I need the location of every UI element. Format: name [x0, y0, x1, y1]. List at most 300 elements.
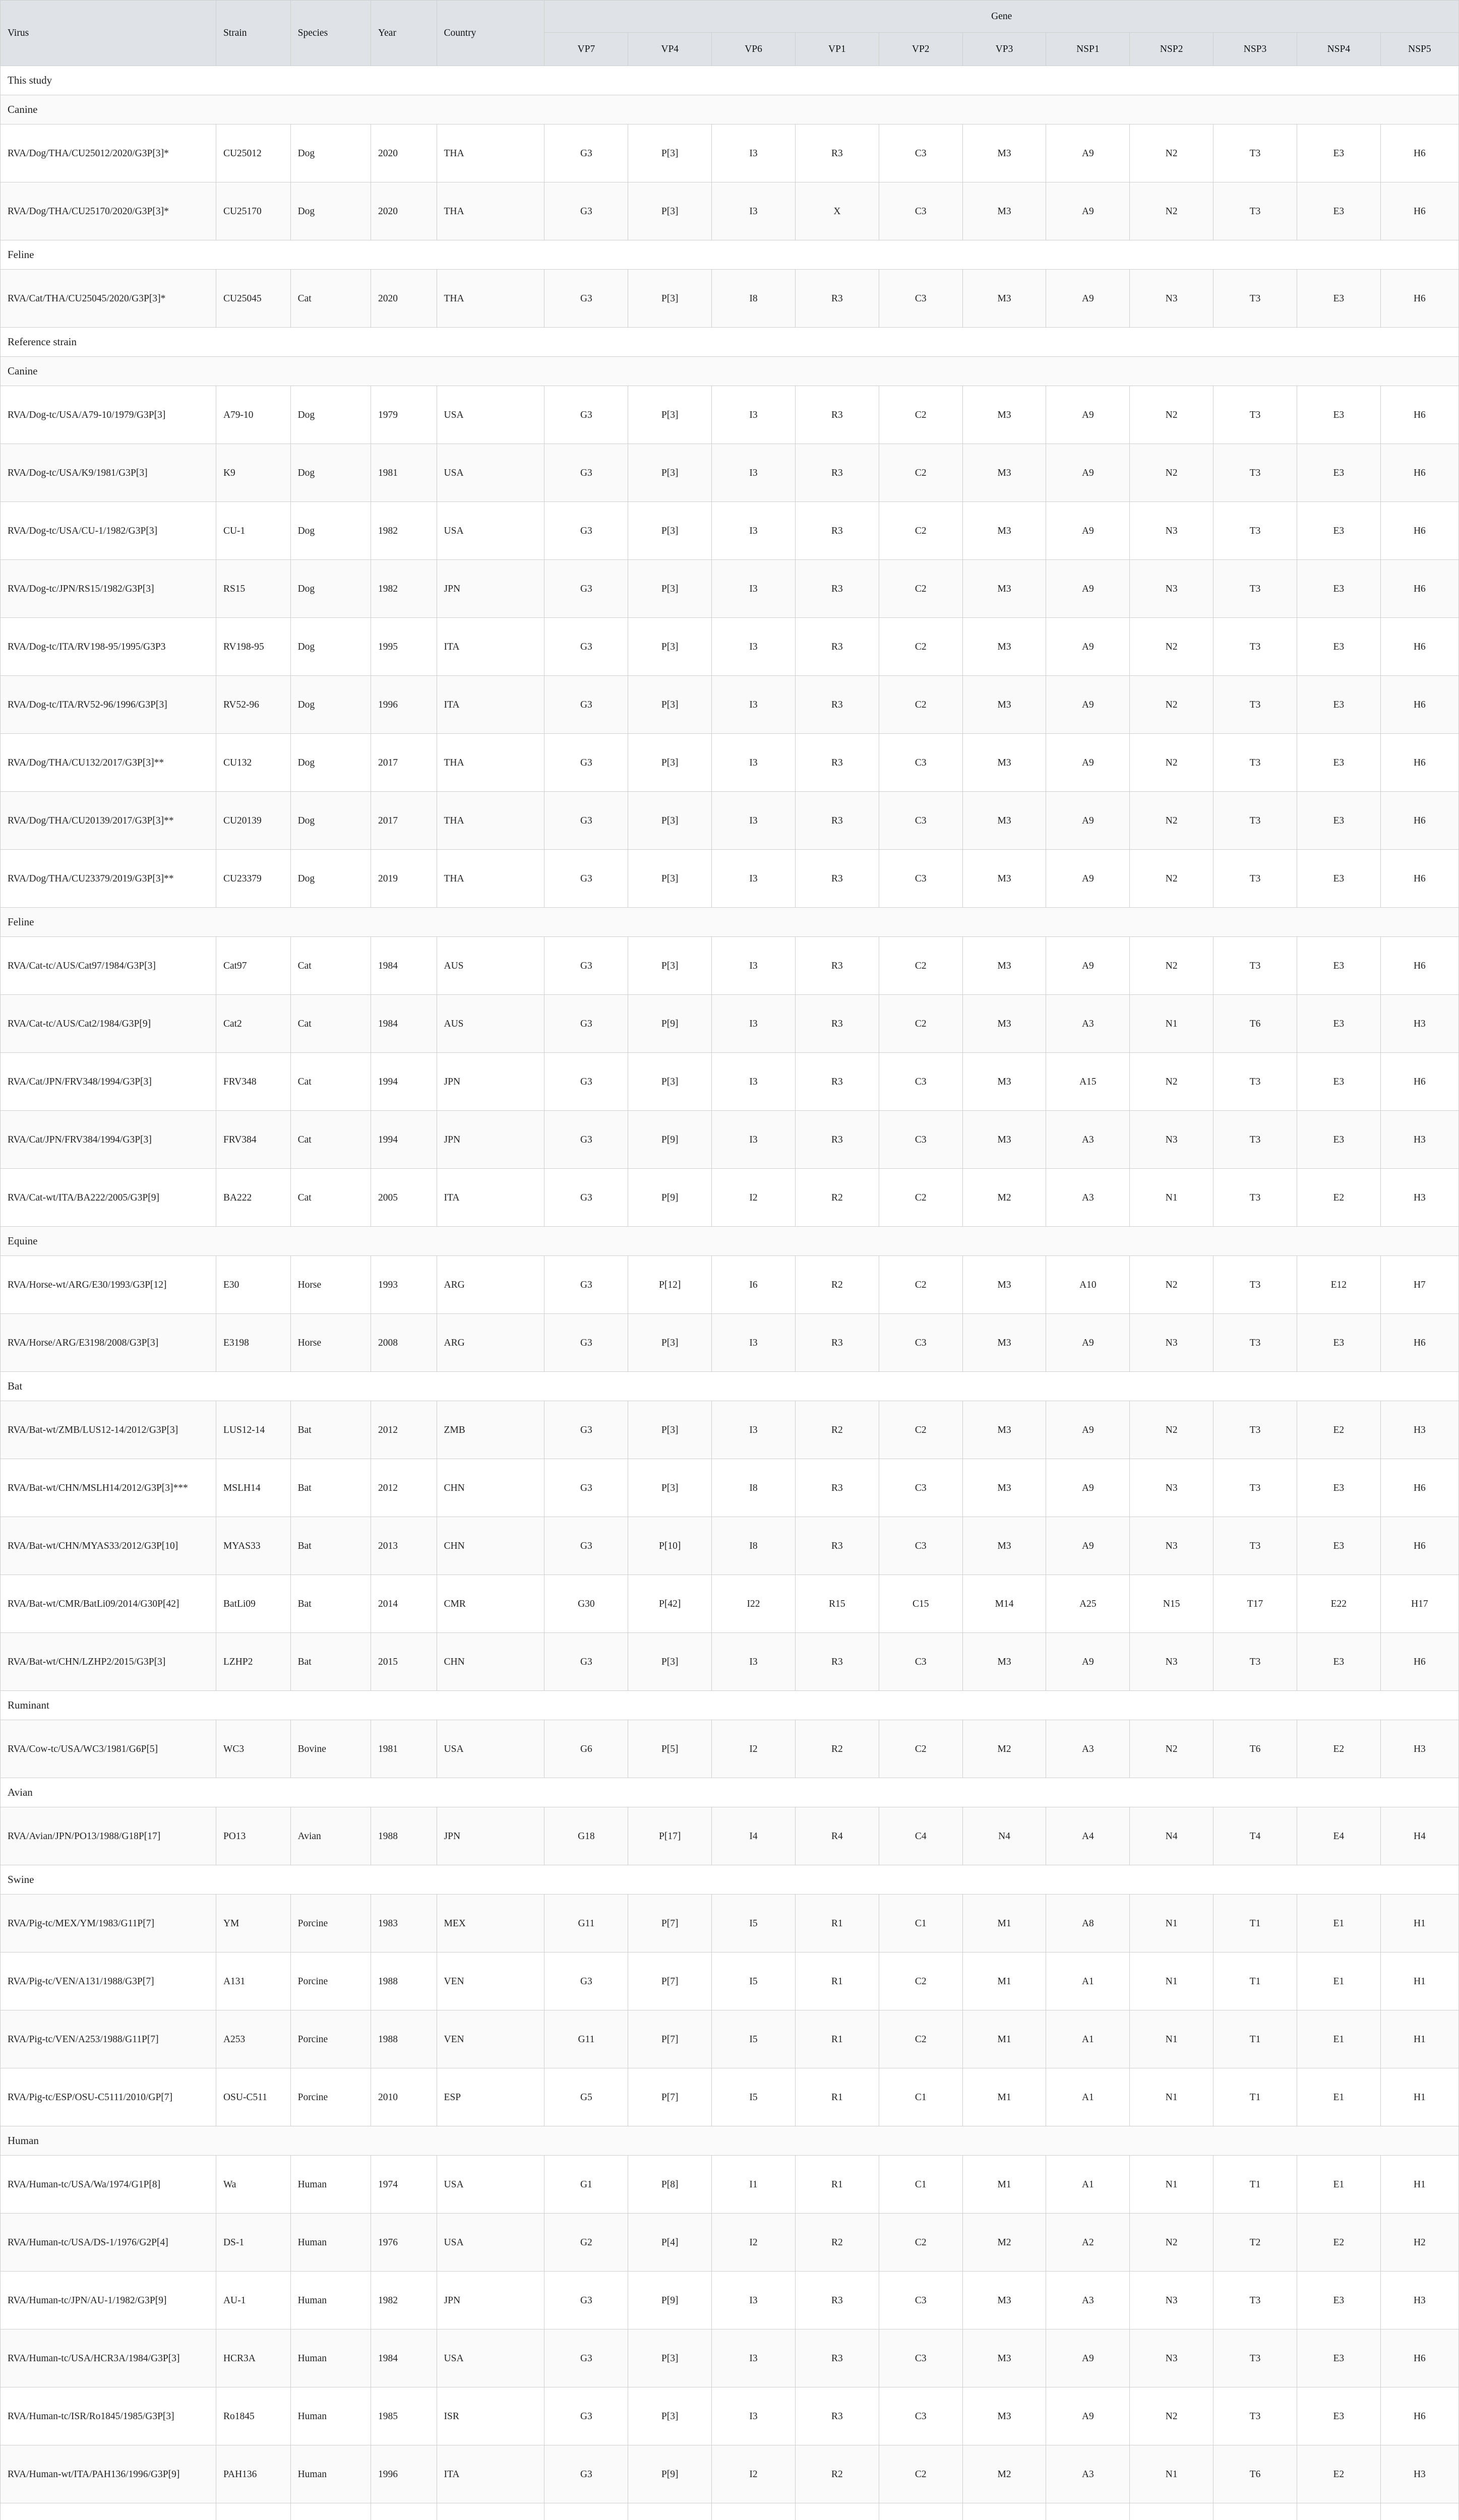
cell-nsp2: N3 [1130, 1111, 1213, 1169]
cell-vp6 [712, 2503, 796, 2520]
cell-virus: RVA/Dog-tc/USA/A79-10/1979/G3P[3] [1, 386, 216, 444]
cell-nsp3: T1 [1213, 2068, 1297, 2126]
cell-vp3: M3 [962, 560, 1046, 618]
cell-country: ISR [437, 2387, 544, 2445]
cell-year: 2020 [371, 270, 437, 328]
table-row [1, 270, 1459, 328]
cell-nsp4: E3 [1297, 850, 1380, 908]
cell-virus: RVA/Human-tc/ISR/Ro1845/1985/G3P[3] [1, 2387, 216, 2445]
cell-year: 1988 [371, 1952, 437, 2010]
cell-vp7: G3 [544, 1401, 628, 1459]
cell-year: 1983 [371, 1895, 437, 1952]
cell-strain: A253 [216, 2010, 290, 2068]
cell-nsp1: A9 [1046, 2329, 1130, 2387]
table-row [1, 124, 1459, 182]
cell-nsp4: E3 [1297, 1053, 1380, 1111]
cell-vp4: P[8] [628, 2156, 712, 2214]
cell-vp4: P[7] [628, 2068, 712, 2126]
cell-vp3: M3 [962, 2329, 1046, 2387]
cell-vp6: I1 [712, 2156, 796, 2214]
cell-species: Cat [290, 270, 371, 328]
cell-vp4: P[7] [628, 1952, 712, 2010]
cell-vp2: C3 [879, 124, 962, 182]
cell-year: 2014 [371, 1575, 437, 1633]
cell-vp2: C15 [879, 1575, 962, 1633]
cell-vp1: R3 [795, 618, 879, 676]
cell-nsp4: E3 [1297, 1517, 1380, 1575]
cell-nsp1: A1 [1046, 2068, 1130, 2126]
cell-country: VEN [437, 2010, 544, 2068]
cell-nsp4: E1 [1297, 2156, 1380, 2214]
cell-virus: RVA/Cow-tc/USA/WC3/1981/G6P[5] [1, 1720, 216, 1778]
cell-vp7: G3 [544, 937, 628, 995]
cell-vp7: G2 [544, 2214, 628, 2272]
col-gene-vp6: VP6 [712, 33, 796, 66]
cell-vp2: C2 [879, 560, 962, 618]
cell-vp4: P[12] [628, 1256, 712, 1314]
cell-vp6: I3 [712, 792, 796, 850]
cell-vp6: I3 [712, 1633, 796, 1691]
cell-country: ITA [437, 618, 544, 676]
cell-nsp5: H6 [1380, 734, 1458, 792]
cell-nsp5: H3 [1380, 1169, 1458, 1227]
section-label: Ruminant [1, 1691, 1459, 1720]
cell-nsp4: E3 [1297, 1314, 1380, 1372]
cell-vp2: C2 [879, 2010, 962, 2068]
cell-vp3: M14 [962, 1575, 1046, 1633]
cell-species: Dog [290, 386, 371, 444]
cell-nsp4: E4 [1297, 1807, 1380, 1865]
cell-vp3: M3 [962, 1401, 1046, 1459]
cell-nsp4: E3 [1297, 1633, 1380, 1691]
cell-vp4: P[3] [628, 270, 712, 328]
cell-vp6: I3 [712, 560, 796, 618]
cell-nsp5: H1 [1380, 1952, 1458, 2010]
cell-nsp2: N1 [1130, 1169, 1213, 1227]
cell-nsp2: N2 [1130, 618, 1213, 676]
col-gene-nsp3: NSP3 [1213, 33, 1297, 66]
cell-nsp2: N15 [1130, 1575, 1213, 1633]
col-strain: Strain [216, 1, 290, 66]
cell-vp2: C3 [879, 1053, 962, 1111]
cell-vp7: G3 [544, 444, 628, 502]
section-row [1, 1227, 1459, 1256]
cell-virus: RVA/Bat-wt/ZMB/LUS12-14/2012/G3P[3] [1, 1401, 216, 1459]
cell-nsp1: A3 [1046, 2272, 1130, 2329]
cell-vp2: C2 [879, 676, 962, 734]
cell-vp6: I2 [712, 1720, 796, 1778]
cell-vp4: P[3] [628, 444, 712, 502]
cell-virus: RVA/Pig-tc/MEX/YM/1983/G11P[7] [1, 1895, 216, 1952]
cell-virus: RVA/Cat/THA/CU25045/2020/G3P[3]* [1, 270, 216, 328]
cell-nsp1: A25 [1046, 1575, 1130, 1633]
section-label: Feline [1, 908, 1459, 937]
cell-vp2: C2 [879, 1401, 962, 1459]
cell-strain: YM [216, 1895, 290, 1952]
cell-species: Horse [290, 1256, 371, 1314]
section-label: Reference strain [1, 328, 1459, 357]
cell-vp3: M3 [962, 937, 1046, 995]
cell-nsp2: N3 [1130, 1517, 1213, 1575]
cell-year: 2017 [371, 734, 437, 792]
cell-vp3: M3 [962, 1111, 1046, 1169]
col-country: Country [437, 1, 544, 66]
cell-vp7 [544, 2503, 628, 2520]
cell-vp6: I3 [712, 937, 796, 995]
cell-vp4: P[3] [628, 1633, 712, 1691]
cell-nsp3: T17 [1213, 1575, 1297, 1633]
cell-vp7: G3 [544, 1459, 628, 1517]
cell-vp1: R2 [795, 2445, 879, 2503]
cell-nsp3: T3 [1213, 502, 1297, 560]
cell-nsp2: N3 [1130, 1633, 1213, 1691]
col-gene-vp2: VP2 [879, 33, 962, 66]
col-gene-nsp2: NSP2 [1130, 33, 1213, 66]
cell-country: CHN [437, 1633, 544, 1691]
cell-vp3: M3 [962, 1517, 1046, 1575]
cell-vp3: M2 [962, 1169, 1046, 1227]
cell-country: JPN [437, 560, 544, 618]
cell-nsp1: A9 [1046, 1633, 1130, 1691]
cell-vp1: R3 [795, 734, 879, 792]
cell-strain: FRV348 [216, 1053, 290, 1111]
cell-vp4: P[3] [628, 618, 712, 676]
cell-year: 2005 [371, 1169, 437, 1227]
cell-nsp5: H6 [1380, 182, 1458, 240]
table-row [1, 1459, 1459, 1517]
table-row [1, 2010, 1459, 2068]
cell-year: 1982 [371, 502, 437, 560]
cell-nsp1: A1 [1046, 2010, 1130, 2068]
cell-vp7: G1 [544, 2156, 628, 2214]
col-gene-nsp4: NSP4 [1297, 33, 1380, 66]
cell-nsp2: N2 [1130, 734, 1213, 792]
cell-nsp1: A3 [1046, 1169, 1130, 1227]
cell-strain: E30 [216, 1256, 290, 1314]
cell-vp2: C3 [879, 1111, 962, 1169]
cell-nsp5: H6 [1380, 270, 1458, 328]
cell-country: THA [437, 792, 544, 850]
cell-nsp2: N2 [1130, 2214, 1213, 2272]
cell-country: ARG [437, 1314, 544, 1372]
cell-strain: AU-1 [216, 2272, 290, 2329]
table-row [1, 676, 1459, 734]
cell-nsp2: N2 [1130, 676, 1213, 734]
cell-species: Bovine [290, 1720, 371, 1778]
cell-virus: RVA/Pig-tc/ESP/OSU-C5111/2010/GP[7] [1, 2068, 216, 2126]
section-label: Swine [1, 1865, 1459, 1895]
cell-strain: CU132 [216, 734, 290, 792]
table-row [1, 1314, 1459, 1372]
cell-nsp4 [1297, 2503, 1380, 2520]
cell-virus: RVA/Dog/THA/CU132/2017/G3P[3]** [1, 734, 216, 792]
cell-vp2: C3 [879, 2329, 962, 2387]
cell-vp1: R3 [795, 560, 879, 618]
cell-virus: RVA/Horse/ARG/E3198/2008/G3P[3] [1, 1314, 216, 1372]
cell-nsp1: A9 [1046, 792, 1130, 850]
cell-vp2: C3 [879, 734, 962, 792]
cell-species: Avian [290, 1807, 371, 1865]
cell-species: Human [290, 2387, 371, 2445]
cell-vp6: I8 [712, 1517, 796, 1575]
cell-nsp1: A3 [1046, 995, 1130, 1053]
cell-year: 1979 [371, 386, 437, 444]
cell-country: ARG [437, 1256, 544, 1314]
cell-vp7: G11 [544, 2010, 628, 2068]
cell-species: Dog [290, 850, 371, 908]
cell-year: 1981 [371, 1720, 437, 1778]
cell-species: Human [290, 2214, 371, 2272]
cell-strain: MYAS33 [216, 1517, 290, 1575]
cell-vp2: C2 [879, 1256, 962, 1314]
cell-year: 1982 [371, 560, 437, 618]
cell-nsp3: T1 [1213, 1895, 1297, 1952]
cell-vp4: P[3] [628, 676, 712, 734]
cell-year: 2010 [371, 2068, 437, 2126]
cell-strain: Cat97 [216, 937, 290, 995]
cell-virus: RVA/Dog-tc/USA/CU-1/1982/G3P[3] [1, 502, 216, 560]
cell-vp6: I3 [712, 2387, 796, 2445]
cell-year: 2019 [371, 850, 437, 908]
cell-vp6: I2 [712, 2445, 796, 2503]
cell-vp6: I3 [712, 2272, 796, 2329]
cell-nsp1: A4 [1046, 1807, 1130, 1865]
cell-vp1: R3 [795, 2272, 879, 2329]
col-year: Year [371, 1, 437, 66]
table-row [1, 444, 1459, 502]
cell-nsp4: E2 [1297, 1720, 1380, 1778]
cell-strain: OSU-C511 [216, 2068, 290, 2126]
cell-nsp4: E2 [1297, 1169, 1380, 1227]
table-row [1, 1720, 1459, 1778]
cell-vp4: P[42] [628, 1575, 712, 1633]
cell-vp4 [628, 2503, 712, 2520]
cell-vp4: P[3] [628, 2329, 712, 2387]
cell-strain: WC3 [216, 1720, 290, 1778]
cell-strain: Cat2 [216, 995, 290, 1053]
cell-vp7: G3 [544, 1517, 628, 1575]
cell-year: 1994 [371, 1111, 437, 1169]
cell-vp4: P[9] [628, 1111, 712, 1169]
cell-nsp2: N3 [1130, 502, 1213, 560]
cell-nsp4: E3 [1297, 1111, 1380, 1169]
cell-vp6: I3 [712, 995, 796, 1053]
cell-nsp4: E3 [1297, 2387, 1380, 2445]
cell-nsp3: T1 [1213, 1952, 1297, 2010]
cell-nsp1: A2 [1046, 2214, 1130, 2272]
cell-species: Porcine [290, 2010, 371, 2068]
cell-vp3: M3 [962, 2272, 1046, 2329]
cell-vp1: R3 [795, 270, 879, 328]
cell-nsp1: A9 [1046, 734, 1130, 792]
cell-vp7: G3 [544, 2387, 628, 2445]
cell-nsp3: T3 [1213, 1401, 1297, 1459]
cell-vp4: P[3] [628, 792, 712, 850]
section-row [1, 66, 1459, 95]
cell-vp4: P[3] [628, 124, 712, 182]
cell-year: 1994 [371, 1053, 437, 1111]
table-row [1, 2156, 1459, 2214]
cell-species: Dog [290, 560, 371, 618]
cell-vp4: P[9] [628, 2445, 712, 2503]
cell-vp6: I22 [712, 1575, 796, 1633]
cell-year: 1996 [371, 676, 437, 734]
cell-nsp3 [1213, 2503, 1297, 2520]
cell-vp2: C3 [879, 1459, 962, 1517]
cell-vp1: R3 [795, 2387, 879, 2445]
cell-nsp1: A9 [1046, 1401, 1130, 1459]
table-row [1, 618, 1459, 676]
cell-year: 1993 [371, 1256, 437, 1314]
cell-virus: RVA/Bat-wt/CHN/LZHP2/2015/G3P[3] [1, 1633, 216, 1691]
cell-nsp4: E3 [1297, 270, 1380, 328]
cell-nsp5: H6 [1380, 937, 1458, 995]
cell-vp7: G3 [544, 270, 628, 328]
cell-vp2: C2 [879, 386, 962, 444]
cell-nsp1: A9 [1046, 1459, 1130, 1517]
cell-nsp3: T3 [1213, 560, 1297, 618]
col-gene-group: Gene [544, 1, 1459, 33]
cell-vp3: M3 [962, 1459, 1046, 1517]
cell-nsp4: E3 [1297, 937, 1380, 995]
cell-nsp2: N4 [1130, 1807, 1213, 1865]
section-row [1, 357, 1459, 386]
table-row [1, 1895, 1459, 1952]
cell-vp1: R2 [795, 1169, 879, 1227]
cell-country: ITA [437, 676, 544, 734]
cell-vp3: M3 [962, 502, 1046, 560]
section-row [1, 1778, 1459, 1807]
cell-year: 2017 [371, 792, 437, 850]
table-body [1, 66, 1459, 2520]
cell-nsp1: A9 [1046, 182, 1130, 240]
cell-year: 2013 [371, 1517, 437, 1575]
cell-country: JPN [437, 2272, 544, 2329]
cell-species: Human [290, 2272, 371, 2329]
cell-vp3: M3 [962, 444, 1046, 502]
cell-nsp2: N3 [1130, 270, 1213, 328]
cell-nsp1: A15 [1046, 1053, 1130, 1111]
cell-vp6: I3 [712, 1111, 796, 1169]
cell-year: 1995 [371, 618, 437, 676]
cell-nsp3: T3 [1213, 2387, 1297, 2445]
cell-strain: RS15 [216, 560, 290, 618]
cell-vp1: R3 [795, 1633, 879, 1691]
cell-vp6: I2 [712, 2214, 796, 2272]
cell-vp2: C2 [879, 618, 962, 676]
table-row [1, 2214, 1459, 2272]
cell-nsp5: H6 [1380, 1053, 1458, 1111]
cell-vp6: I4 [712, 1807, 796, 1865]
col-gene-nsp5: NSP5 [1380, 33, 1458, 66]
cell-virus: RVA/Bat-wt/CMR/BatLi09/2014/G30P[42] [1, 1575, 216, 1633]
cell-vp2: C3 [879, 182, 962, 240]
cell-virus: RVA/Dog/THA/CU23379/2019/G3P[3]** [1, 850, 216, 908]
cell-vp7: G3 [544, 618, 628, 676]
cell-year: 1984 [371, 2329, 437, 2387]
cell-nsp4: E1 [1297, 1895, 1380, 1952]
cell-vp4: P[17] [628, 1807, 712, 1865]
cell-nsp3: T3 [1213, 1256, 1297, 1314]
cell-species: Dog [290, 182, 371, 240]
cell-vp1: R1 [795, 2010, 879, 2068]
col-gene-vp4: VP4 [628, 33, 712, 66]
cell-vp3: M3 [962, 270, 1046, 328]
cell-nsp5: H2 [1380, 2214, 1458, 2272]
cell-nsp1: A9 [1046, 444, 1130, 502]
cell-year: 2008 [371, 1314, 437, 1372]
cell-virus: RVA/Cat-tc/AUS/Cat97/1984/G3P[3] [1, 937, 216, 995]
cell-vp4: P[3] [628, 850, 712, 908]
cell-nsp3: T3 [1213, 1517, 1297, 1575]
cell-country: JPN [437, 1111, 544, 1169]
cell-vp2: C3 [879, 1633, 962, 1691]
cell-nsp5: H4 [1380, 1807, 1458, 1865]
cell-vp3: M3 [962, 995, 1046, 1053]
cell-virus: RVA/Pig-tc/VEN/A253/1988/G11P[7] [1, 2010, 216, 2068]
cell-nsp4: E3 [1297, 676, 1380, 734]
cell-species: Porcine [290, 1895, 371, 1952]
cell-vp6: I3 [712, 1053, 796, 1111]
cell-vp2: C2 [879, 2214, 962, 2272]
cell-nsp5: H6 [1380, 124, 1458, 182]
cell-strain: LUS12-14 [216, 1401, 290, 1459]
cell-vp2: C4 [879, 1807, 962, 1865]
cell-vp3: M2 [962, 2214, 1046, 2272]
cell-nsp1: A3 [1046, 1720, 1130, 1778]
cell-virus [1, 2503, 216, 2520]
cell-vp6: I3 [712, 850, 796, 908]
cell-strain: A79-10 [216, 386, 290, 444]
cell-vp6: I3 [712, 386, 796, 444]
table-row [1, 1256, 1459, 1314]
cell-nsp5: H6 [1380, 1633, 1458, 1691]
cell-vp7: G3 [544, 2445, 628, 2503]
cell-country: USA [437, 1720, 544, 1778]
cell-nsp5: H1 [1380, 2068, 1458, 2126]
cell-species: Cat [290, 937, 371, 995]
cell-vp7: G3 [544, 124, 628, 182]
cell-country: THA [437, 270, 544, 328]
cell-vp6: I3 [712, 2329, 796, 2387]
cell-species: Dog [290, 444, 371, 502]
cell-virus: RVA/Cat-tc/AUS/Cat2/1984/G3P[9] [1, 995, 216, 1053]
cell-nsp5: H6 [1380, 850, 1458, 908]
cell-nsp1: A9 [1046, 502, 1130, 560]
cell-year: 1996 [371, 2445, 437, 2503]
cell-vp7: G3 [544, 182, 628, 240]
cell-nsp3: T3 [1213, 850, 1297, 908]
cell-virus: RVA/Bat-wt/CHN/MYAS33/2012/G3P[10] [1, 1517, 216, 1575]
cell-nsp5: H6 [1380, 1314, 1458, 1372]
cell-nsp1: A9 [1046, 560, 1130, 618]
cell-virus: RVA/Human-tc/USA/HCR3A/1984/G3P[3] [1, 2329, 216, 2387]
cell-vp3: M3 [962, 1314, 1046, 1372]
cell-vp6: I3 [712, 182, 796, 240]
cell-species: Bat [290, 1459, 371, 1517]
cell-nsp4: E3 [1297, 444, 1380, 502]
cell-nsp1: A9 [1046, 850, 1130, 908]
cell-nsp4: E1 [1297, 2068, 1380, 2126]
cell-nsp1: A1 [1046, 2156, 1130, 2214]
cell-strain: CU25012 [216, 124, 290, 182]
cell-nsp3: T3 [1213, 444, 1297, 502]
cell-vp1: R3 [795, 1111, 879, 1169]
cell-nsp5: H6 [1380, 676, 1458, 734]
cell-species: Dog [290, 792, 371, 850]
cell-nsp5: H3 [1380, 1720, 1458, 1778]
cell-nsp1: A9 [1046, 270, 1130, 328]
